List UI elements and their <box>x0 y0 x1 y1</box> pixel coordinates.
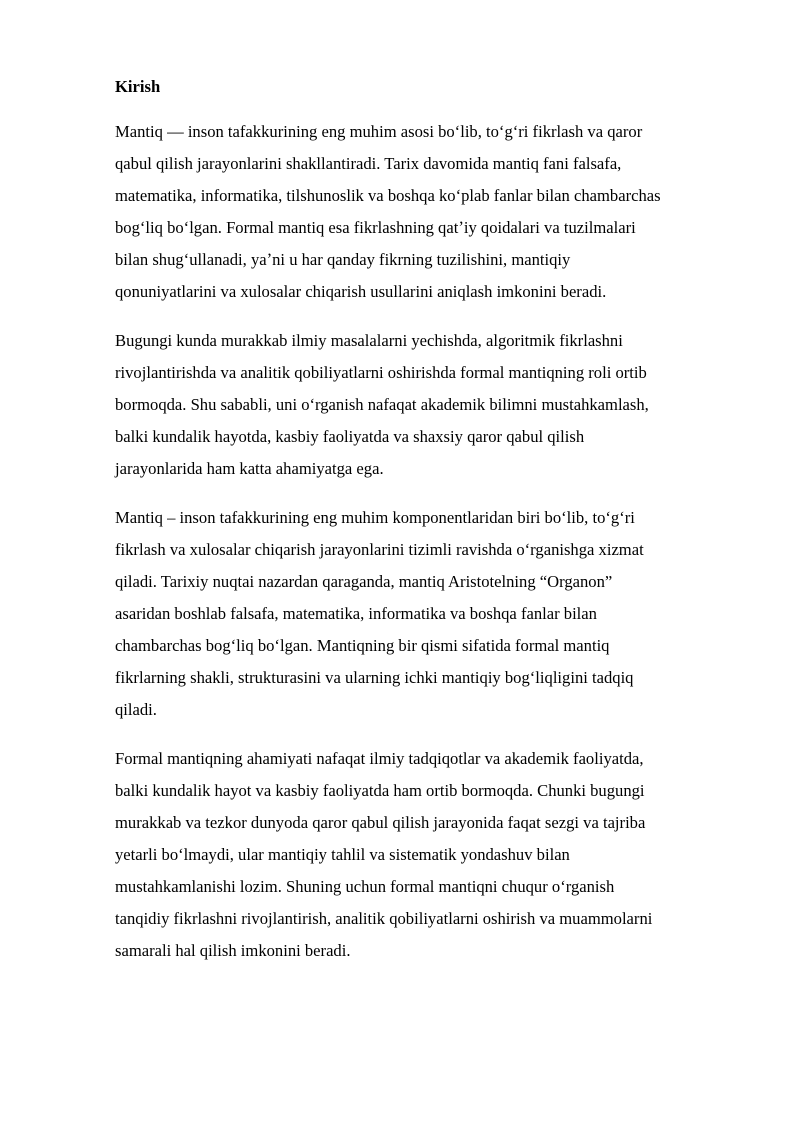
document-body <box>115 75 717 967</box>
section-heading: Kirish <box>115 77 161 96</box>
paragraph-line: fikrlash va xulosalar chiqarish jarayonlarini tizimli ravishda oʻrganishga xizmat <box>115 540 644 559</box>
paragraph-line: balki kundalik hayotda, kasbiy faoliyatda va shaxsiy qaror qabul qilish <box>115 427 585 446</box>
paragraph-line: Bugungi kunda murakkab ilmiy masalalarni yechishda, algoritmik fikrlashni <box>115 331 623 350</box>
paragraph-line: bilan shugʻullanadi, yaʼni u har qanday fikrning tuzilishini, mantiqiy <box>115 250 571 269</box>
paragraph-3 <box>115 502 717 726</box>
paragraph-line: fikrlarning shakli, strukturasini va ularning ichki mantiqiy bogʻliqligini tadqiq <box>115 668 634 687</box>
paragraph-line: yetarli boʻlmaydi, ular mantiqiy tahlil va sistematik yondashuv bilan <box>115 845 570 864</box>
paragraph-line: chambarchas bogʻliq boʻlgan. Mantiqning bir qismi sifatida formal mantiq <box>115 636 610 655</box>
paragraph-4 <box>115 743 717 967</box>
paragraph-line: qonuniyatlarini va xulosalar chiqarish usullarini aniqlash imkonini beradi. <box>115 282 607 301</box>
paragraph-line: murakkab va tezkor dunyoda qaror qabul qilish jarayonida faqat sezgi va tajriba <box>115 813 646 832</box>
paragraph-line: asaridan boshlab falsafa, matematika, informatika va boshqa fanlar bilan <box>115 604 597 623</box>
paragraph-line: bormoqda. Shu sababli, uni oʻrganish nafaqat akademik bilimni mustahkamlash, <box>115 395 649 414</box>
paragraph-line: qabul qilish jarayonlarini shakllantiradi. Tarix davomida mantiq fani falsafa, <box>115 154 622 173</box>
paragraph-line: jarayonlarida ham katta ahamiyatga ega. <box>115 459 384 478</box>
paragraph-line: Mantiq – inson tafakkurining eng muhim komponentlaridan biri boʻlib, toʻgʻri <box>115 508 635 527</box>
paragraph-line: matematika, informatika, tilshunoslik va boshqa koʻplab fanlar bilan chambarchas <box>115 186 661 205</box>
paragraph-line: qiladi. <box>115 700 157 719</box>
paragraph-line: mustahkamlanishi lozim. Shuning uchun formal mantiqni chuqur oʻrganish <box>115 877 615 896</box>
paragraph-1 <box>115 116 717 308</box>
paragraph-line: bogʻliq boʻlgan. Formal mantiq esa fikrlashning qatʼiy qoidalari va tuzilmalari <box>115 218 636 237</box>
paragraph-line: qiladi. Tarixiy nuqtai nazardan qaraganda, mantiq Aristotelning “Organon” <box>115 572 613 591</box>
paragraph-line: Mantiq — inson tafakkurining eng muhim asosi boʻlib, toʻgʻri fikrlash va qaror <box>115 122 643 141</box>
paragraph-2 <box>115 325 717 485</box>
paragraph-line: rivojlantirishda va analitik qobiliyatlarni oshirishda formal mantiqning roli ortib <box>115 363 647 382</box>
paragraph-line: Formal mantiqning ahamiyati nafaqat ilmiy tadqiqotlar va akademik faoliyatda, <box>115 749 644 768</box>
paragraph-line: samarali hal qilish imkonini beradi. <box>115 941 351 960</box>
paragraph-line: tanqidiy fikrlashni rivojlantirish, analitik qobiliyatlarni oshirish va muammolarni <box>115 909 653 928</box>
paragraph-line: balki kundalik hayot va kasbiy faoliyatda ham ortib bormoqda. Chunki bugungi <box>115 781 645 800</box>
